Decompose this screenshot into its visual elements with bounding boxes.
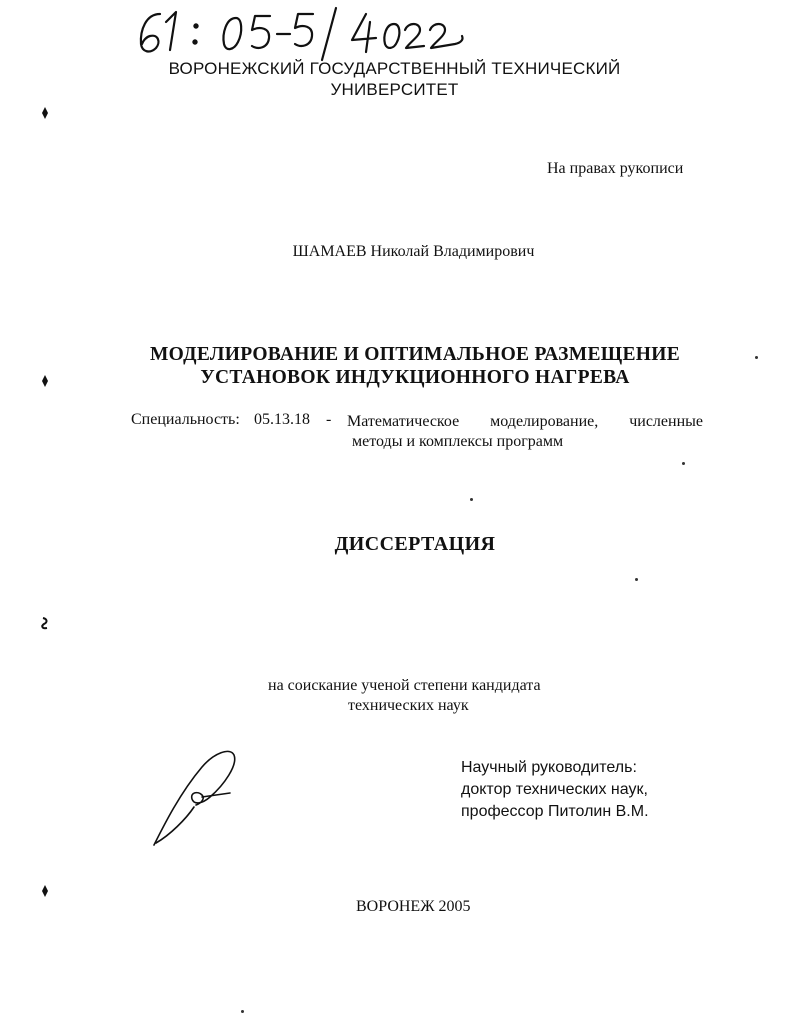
degree-line-1: на соискание ученой степени кандидата — [268, 677, 541, 694]
advisor-line-1: Научный руководитель: — [461, 759, 637, 776]
scan-speck — [470, 498, 473, 501]
author-name: ШАМАЕВ Николай Владимирович — [292, 243, 535, 260]
margin-mark-icon — [38, 884, 52, 898]
city-year: ВОРОНЕЖ 2005 — [356, 898, 471, 915]
university-name — [0, 58, 799, 100]
specialty-description-line-2: методы и комплексы программ — [352, 433, 564, 450]
specialty-description-line-1: Математическое моделирование, численные — [347, 413, 703, 430]
advisor-line-3: профессор Питолин В.М. — [461, 803, 649, 820]
university-line-1: ВОРОНЕЖСКИЙ ГОСУДАРСТВЕННЫЙ ТЕХНИЧЕСКИЙ — [168, 59, 621, 78]
scan-speck — [241, 1010, 244, 1013]
thesis-title-line-1: МОДЕЛИРОВАНИЕ И ОПТИМАЛЬНОЕ РАЗМЕЩЕНИЕ — [149, 344, 681, 365]
scan-speck — [755, 356, 758, 359]
university-line-2: УНИВЕРСИТЕТ — [330, 80, 459, 99]
scan-speck — [635, 578, 638, 581]
thesis-title-line-2: УСТАНОВОК ИНДУКЦИОННОГО НАГРЕВА — [200, 367, 630, 388]
margin-mark-icon — [38, 616, 52, 630]
rights-note: На правах рукописи — [547, 160, 684, 177]
margin-mark-icon — [38, 374, 52, 388]
specialty-label: Специальность: — [131, 411, 240, 428]
specialty-code: 05.13.18 — [254, 411, 310, 428]
specialty-dash: - — [326, 411, 332, 428]
scan-speck — [682, 462, 685, 465]
degree-line-2: технических наук — [348, 697, 469, 714]
scientific-advisor — [461, 757, 649, 823]
margin-mark-icon — [38, 106, 52, 120]
document-type: ДИССЕРТАЦИЯ — [334, 533, 496, 555]
signature — [150, 745, 250, 850]
thesis-title — [0, 343, 799, 389]
advisor-line-2: доктор технических наук, — [461, 781, 648, 798]
